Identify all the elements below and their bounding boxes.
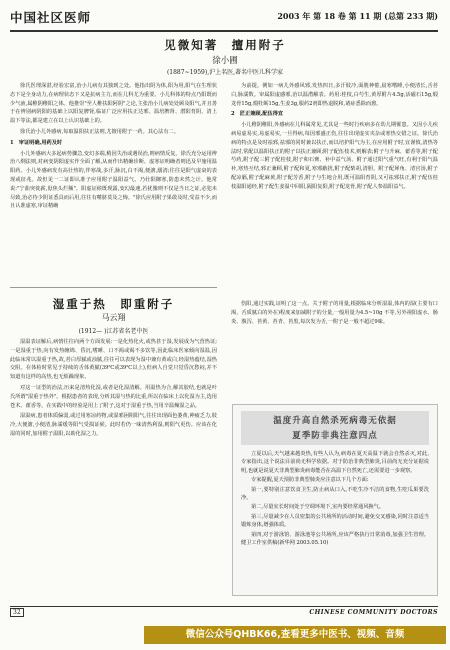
paragraph: 小儿稚阴稚阳,外感病在儿科属常见,尤其是一些时行疾病多在幼儿期罹患。又因小儿疾病易虚易实,易虚易实,一旦得病,每因邪盛正伤,往往出现虚实夹杂或寒热交错之证。徐氏治病的特点是及时祛邪,祛邪的同时兼以扶正,而以培护阳气为主,在应用附子时,宜谨慎,清热等法时,常配以温阳扶正的附子以扶正兼顾;附子配伍枝术,则解表;附子与升麻、藿香等,附子配芍药,附子配三附子配桂枝,附子和石膏、补中益气汤、附子通过阳气重气旺,有利于阳气温补,寒热互结,邪正兼顾,附子配和夏,寒邪蔽扰,附子配柴胡,清胆。附子配犀角、清宫汤,附子配凉膈,附子配麻黄,附子配芳香,附子与生地合用,既可温阳育阴,又可祛邪扶正,附子配伍桂枝温阳通经,附子配生姜温中回阳,隔阳复阳,附子配龙骨,附子配人参温阳益气。: [231, 122, 438, 190]
page-header: [10, 6, 438, 32]
article2-left-column: [10, 338, 217, 600]
article2-title: 湿重于热 即重附子: [52, 297, 175, 311]
journal-english-title: CHINESE COMMUNITY DOCTORS: [309, 609, 438, 616]
article-divider: [10, 287, 217, 288]
article1-right-column: [231, 82, 438, 272]
issue-info: 2003 年 第 18 卷 第 11 期 (总第 233 期): [277, 11, 438, 21]
paragraph: 湿温表证解后,病情往往向两个方面发展:一是化热化火,或热甚于湿,发展成为气营热证;一是湿重于热,向有发热缠绵、昏沉,嗜睡、口不渴或渴不多饮等,因此临床医家倾向湿温,因此临床常以湿重于热,故,苔白厚腻或浊腻,往往可以表现为湿中兼有黄或白,经湿热蕴结,湿热交阻。在体检时常见于持续的舌体黄腻(39℃或39℃以上),但病人自觉只觉昏沉愁闷,并不知道有这样的高热,也无烦躁现象。: [10, 339, 217, 381]
article1-left-column: [10, 82, 217, 268]
article2-author: 马云翔: [101, 313, 126, 322]
paragraph: 第三,尽量减少在人员密集的公共场所的活动时间,避免交叉感染,同时注意适当锻炼身体,增强体质。: [241, 513, 429, 529]
section-heading: 2 匠正兼顾,配伍得宜: [231, 111, 284, 118]
section-heading: 1 审证明确,用药及时: [10, 139, 63, 146]
article2-right-column: [231, 300, 438, 390]
paragraph: 伤阳,通过实践,证明了这一点。关于附子的用量,根据临床分析湿温,体内的湿(主要有口渴、舌质腻白的外在)程度来加减附子的分量,一般用量为4.5~10g 不等,另外视阳虚水、肠炎、腹泻、苔黄、苔青、苔黑,每次发为舌,一附子是一般不超过9味。: [231, 301, 438, 325]
paragraph: 徐氏治小儿外感病,每取温阳扶正法则,尤擅用附子一药。其心法有二。: [20, 128, 179, 135]
page-footer: [10, 606, 438, 617]
paragraph: 立夏以后,天气越来越炎热,有些人认为,病毒在夏天高温下就会自然杀灭,对此,专家指出,这个说法目前尚无科学依据。对于防治非典型肺炎,目前尚无充分证据说明,也就是说夏天非典型肺炎病毒能否在高温下自然死亡,还需要进一步观察。: [241, 451, 429, 474]
paragraph: 第二,尽量室长时间处于空调环境下,室内要经常通风换气。: [251, 504, 384, 511]
paragraph: 专家提醒,夏天预防非典型肺炎应注意以下几个方面:: [251, 477, 369, 484]
notice-subtitle: 夏季防非典注意四点: [292, 431, 378, 441]
paragraph: 徐氏医理深湛,经验宏富,治小儿病有其独到之处。他指出阴为体,阳为用,阳气在生理状态下是全身动力,在病理状态下又是抗病主力,而在儿科尤为重要。小儿科体的特点乃阳既而少气液,属稚阴稚阳之体。他推崇"至人稚扶阳阿阴"之论,主张治小儿病处处顾及阳气,并且善于在辨别病阴阳的基础上以阳复脾肾,临证广泛应用扶正达邪、温培脾肾、潜阳育阴、清上温下等法,都是建立在以上认识基础上的。: [10, 83, 217, 125]
page-number: 32: [10, 608, 24, 617]
article2-affiliation: (1912— )江苏省名老中医: [78, 328, 149, 335]
notice-header: [241, 411, 429, 445]
article1-title: 见微知著 擅用附子: [164, 38, 286, 52]
notice-body: [241, 450, 429, 547]
article1-affiliation: (1887~1959),沪上名医,著名中医儿科学家: [166, 69, 284, 76]
paragraph: 湿温病,患者体质偏弱,或过用寒凉药物,或湿邪困阻阳气,往往出现面色萎黄,神疲乏力,肢冷,大便溏,小便清,脉濡缓等阳气受损证候。此时若仍一味清热利湿,则阳气更伤。应该在化湿的同时,加用附子温阳,以助化湿之力。: [10, 413, 217, 437]
paragraph: 为前提。例如一病儿外感风邪,发热四日,多汗肢冷,面胱神倦,晨寒嗜睡,小便清长,舌苔白,脉濡数。审属阳虚感邪,治以温潜解表。药用:桂枝,白芍生,黄厚附片4.5g,活磁石15g,煅龙骨15g,煅牡蛎15g,生姜3g,服药2剂即热退脱和,诸症悉除而愈。: [231, 83, 438, 107]
paragraph: 第一,要特别注意饮食卫生,防止病从口入,不吃生冷不洁的食物,生吃瓜果要洗净。: [241, 486, 429, 502]
article1-author: 徐小圃: [212, 56, 238, 66]
paragraph: 小儿外感病大多起病势骤急,变幻多端,稍因失治或遇误治,则病情反复。徐氏充分运用辨治八纲法则,对病变阴阳虚实作全面了解,从而作出精确诊断。虚寒证明确者则迅及早施用温阳药。小儿外感病发有高壮热的,伴寒战,多汗,脉沉,白不渴,便溏,溺清;往往是阳气虚衰的表现或征兆。故但见一二证即认准子应用附子温阳益气。乃壮阳御寒,防患未然之计。他常说:"宁曲突徙薪,毋焦头烂额"。阳虚证候既现露,变幻最速,若犹豫则不仅是当日之证,必犯未尽致,治必待少阴证悉具而后用,往往有噬脐莫及之悔。"徐氏应用附子果敢及时,受益不少,而且认准虚寒,审证精确: [10, 150, 217, 210]
journal-name: 中国社区医师: [10, 10, 92, 25]
notice-title: 温度升高自然杀死病毒无依据: [273, 416, 397, 426]
paragraph: 第四,对于游泳馆、游泳池等公共场所,应该严格执行日常消毒,加强卫生管理。健卫工作室供稿(新华网 2003.05.10): [241, 531, 429, 547]
paragraph: 对这一证型的治法,历来是清热化湿,或者是化湿清解。用温热为合,解其胶结,也就是叶氏所谓"湿重于热外"。根据患者的表现,分析其湿与热的比重,所以在临床上以化湿为主,选用苍术、藿香等。在实践中的经验是用上了附子,这对于湿重于热,当用辛温燥湿之品。: [10, 384, 217, 409]
watermark-banner: 微信公众号QHBK66,查看更多中医书、视频、音频: [144, 626, 446, 644]
notice-box: [232, 404, 438, 596]
